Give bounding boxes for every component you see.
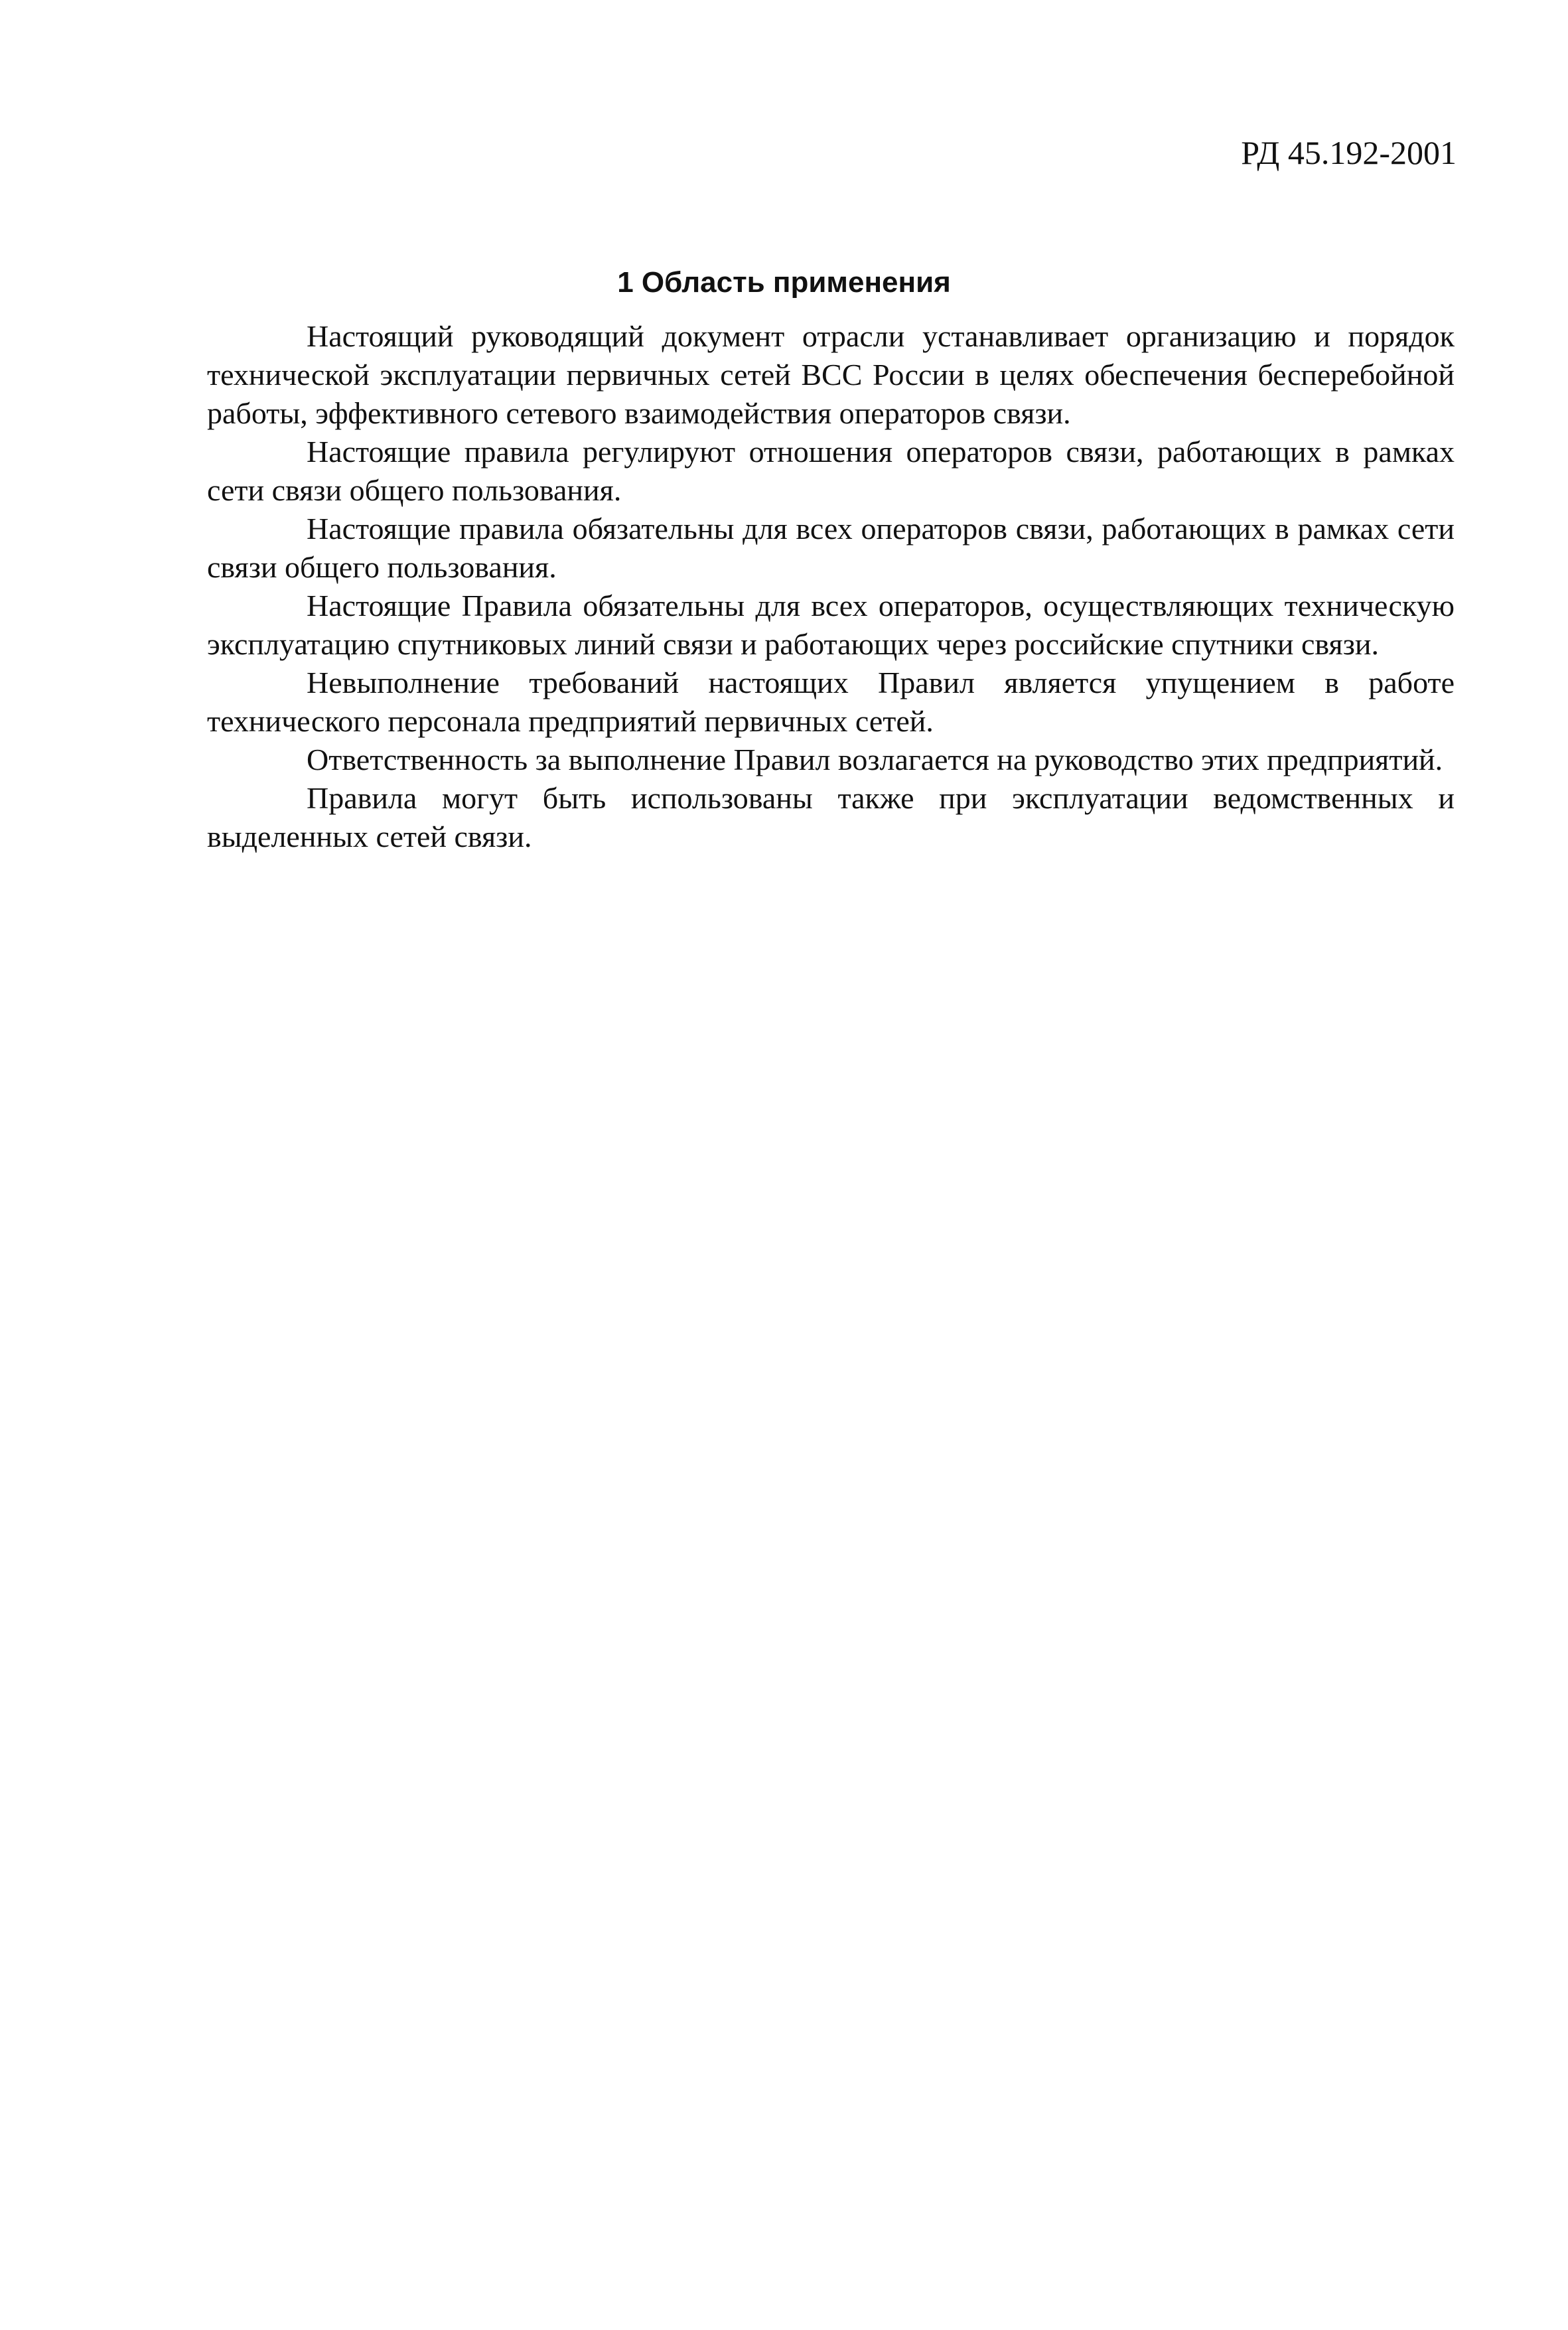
paragraph-noncompliance: Невыполнение требований настоящих Правил является упущением в работе технического персонала предприятий первичных сетей. <box>207 666 1455 738</box>
section-title: 1 Область применения <box>617 266 951 299</box>
paragraph-satellite-operators: Настоящие Правила обязательны для всех операторов, осуществляющих техническую эксплуатацию спутниковых линий связи и работающих через российские спутники связи. <box>207 589 1455 661</box>
paragraph-obligatory-operators: Настоящие правила обязательны для всех операторов связи, работающих в рамках сети связи общего пользования. <box>207 512 1455 584</box>
paragraph-regulation: Настоящие правила регулируют отношения операторов связи, работающих в рамках сети связи общего пользования. <box>207 435 1455 507</box>
document-code: РД 45.192-2001 <box>1241 134 1457 171</box>
section-body <box>207 317 1455 856</box>
paragraph-responsibility: Ответственность за выполнение Правил возлагается на руководство этих предприятий. <box>307 743 1443 776</box>
paragraph-applicability: Правила могут быть использованы также при эксплуатации ведомственных и выделенных сетей связи. <box>207 781 1455 853</box>
paragraph-scope: Настоящий руководящий документ отрасли устанавливает организацию и порядок технической эксплуатации первичных сетей ВСС России в целях обеспечения бесперебойной работы, эффективного сетевого взаимодействия операторов связи. <box>207 319 1455 430</box>
